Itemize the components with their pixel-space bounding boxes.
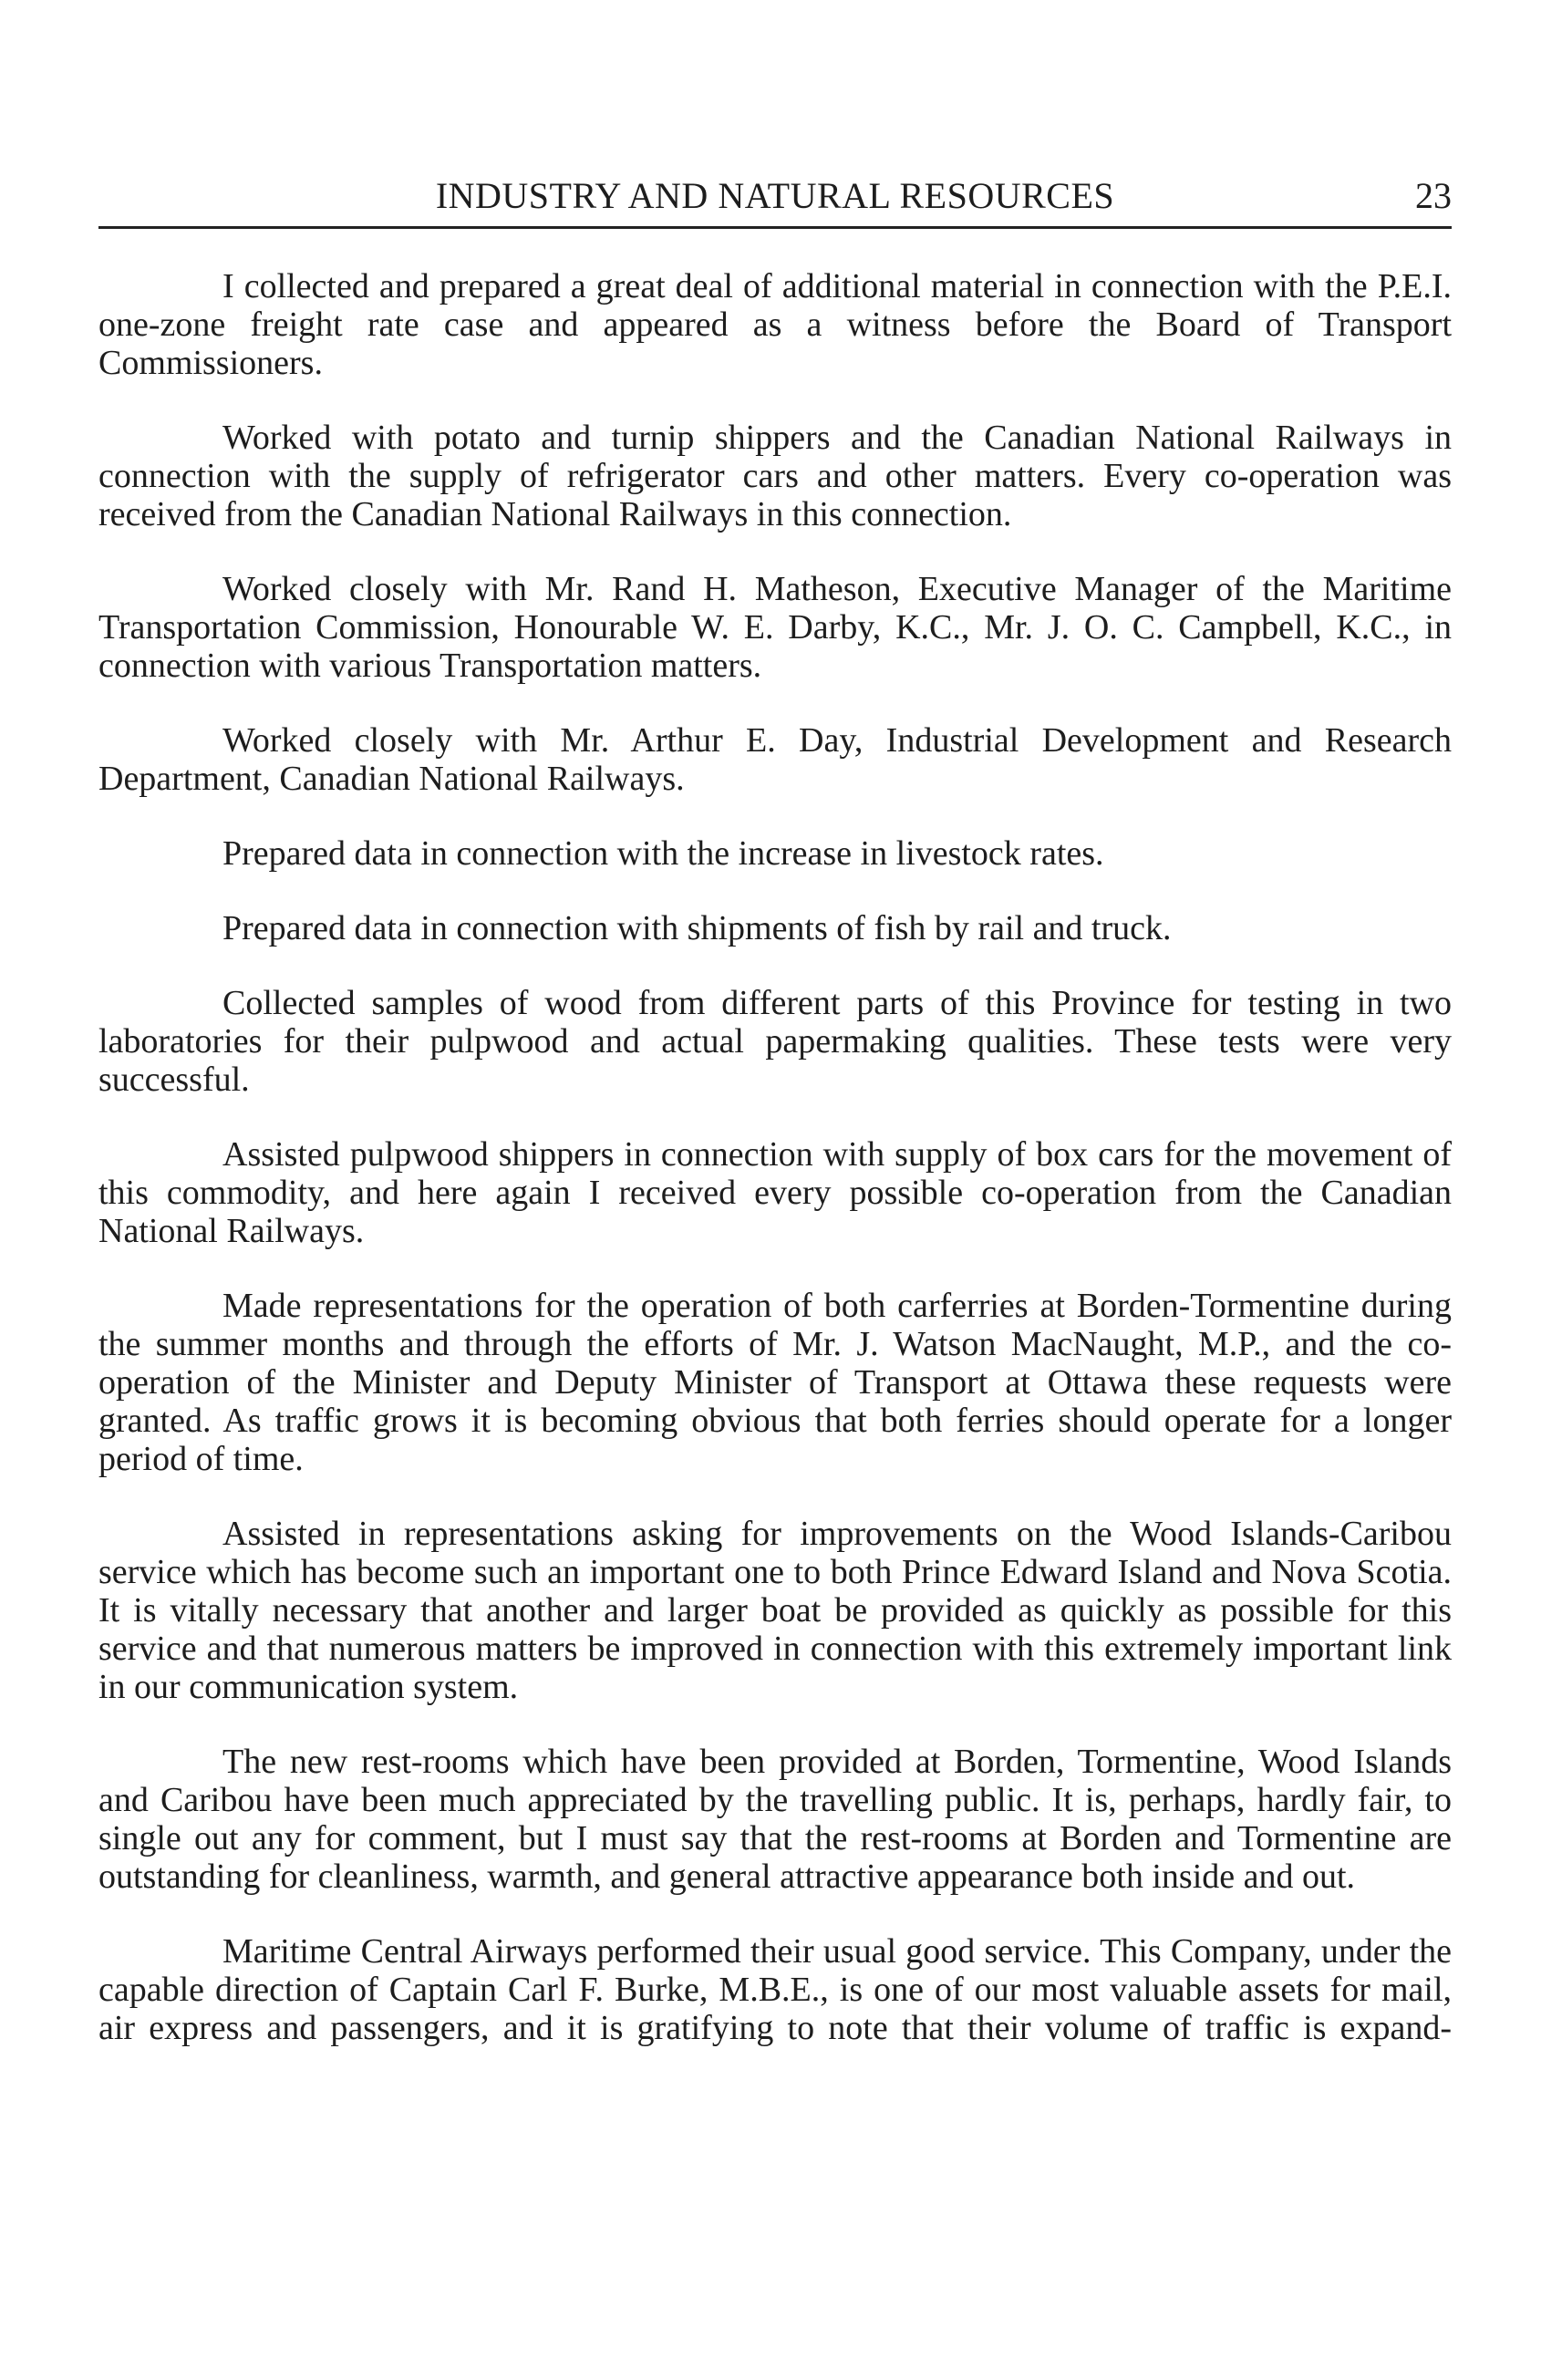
document-page: [98, 173, 1452, 2047]
paragraph-livestock-rates: Prepared data in connection with the increase in livestock rates.: [222, 834, 1104, 873]
paragraph-fish-shipments: Prepared data in connection with shipments of fish by rail and truck.: [222, 909, 1172, 947]
paragraph-rest-rooms: The new rest-rooms which have been provided at Borden, Tormentine, Wood Islands and Caribou have been much appreciated by the travelling public. It is, perhaps, hardly fair, to single out any for comment, but I must say that the rest-rooms at Borden and Tormentine are outstanding for cleanliness, warmth, and general attractive appearance both inside and out.: [98, 1743, 1452, 1896]
paragraph-maritime-central-airways: Maritime Central Airways performed their usual good service. This Company, under the capable direction of Captain Carl F. Burke, M.B.E., is one of our most valuable assets for mail, air express and passengers, and it is gratifying to note that their volume of traffic is expand-: [98, 1932, 1452, 2047]
paragraph-freight-rate-case: I collected and prepared a great deal of additional material in connection with the P.E.I. one-zone freight rate case and appeared as a witness before the Board of Transport Commissioners.: [98, 267, 1452, 382]
page-number: 23: [1415, 175, 1452, 216]
paragraph-potato-turnip-shippers: Worked with potato and turnip shippers and the Canadian National Railways in connection with the supply of refrigerator cars and other matters. Every co-operation was received from the Canadian National Railways in this connection.: [98, 419, 1452, 533]
paragraph-carferries: Made representations for the operation of both carferries at Borden-Tormentine during the summer months and through the efforts of Mr. J. Watson MacNaught, M.P., and the co-operation of the Minister and Deputy Minister of Transport at Ottawa these requests were granted. As traffic grows it is becoming obvious that both ferries should operate for a longer period of time.: [98, 1287, 1452, 1478]
body-text: [98, 267, 1452, 2047]
paragraph-maritime-transportation: Worked closely with Mr. Rand H. Matheson, Executive Manager of the Maritime Transportation Commission, Honourable W. E. Darby, K.C., Mr. J. O. C. Campbell, K.C., in connection with various Transportation matters.: [98, 570, 1452, 685]
paragraph-wood-samples: Collected samples of wood from different parts of this Province for testing in two laboratories for their pulpwood and actual papermaking qualities. These tests were very successful.: [98, 984, 1452, 1099]
paragraph-pulpwood-shippers: Assisted pulpwood shippers in connection with supply of box cars for the movement of this commodity, and here again I received every possible co-operation from the Canadian National Railways.: [98, 1135, 1452, 1250]
running-title: INDUSTRY AND NATURAL RESOURCES: [435, 175, 1115, 216]
paragraph-industrial-development: Worked closely with Mr. Arthur E. Day, Industrial Development and Research Department, Canadian National Railways.: [98, 721, 1452, 798]
running-header: [98, 173, 1452, 229]
paragraph-wood-islands-caribou: Assisted in representations asking for improvements on the Wood Islands-Caribou service which has become such an important one to both Prince Edward Island and Nova Scotia. It is vitally necessary that another and larger boat be provided as quickly as possible for this service and that numerous matters be improved in connection with this extremely important link in our communication system.: [98, 1515, 1452, 1706]
